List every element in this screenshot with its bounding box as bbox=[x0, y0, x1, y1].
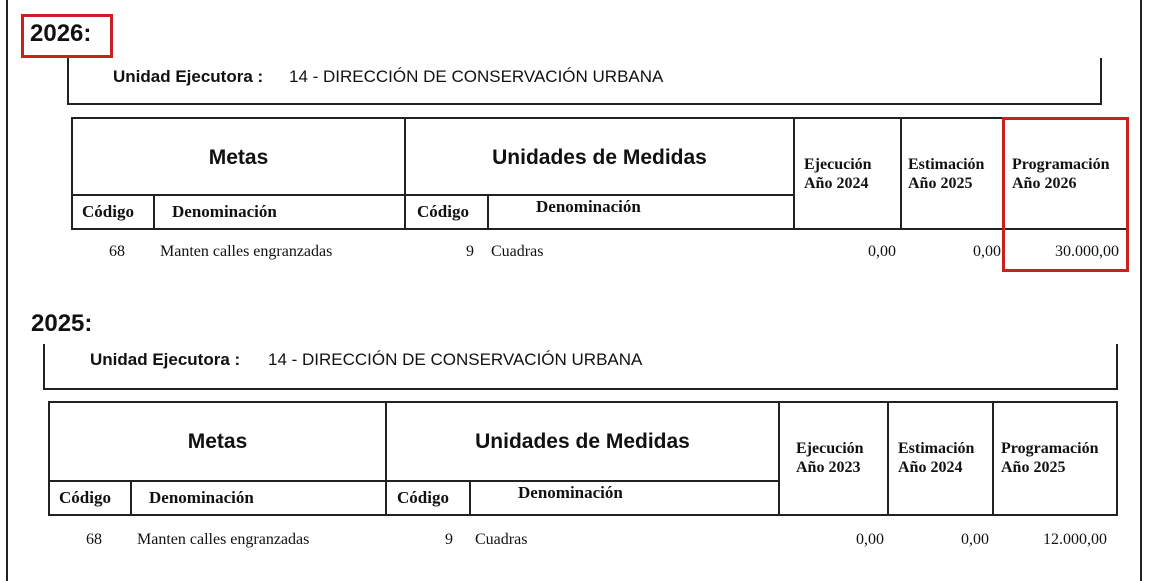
year-label: 2026: bbox=[30, 20, 92, 47]
unidad-denominacion-header: Denominación bbox=[518, 483, 623, 502]
row-meta-denominacion: Manten calles engranzadas bbox=[137, 531, 310, 548]
row-unidad-denominacion: Cuadras bbox=[475, 531, 528, 548]
row-ejecucion: 0,00 bbox=[868, 243, 896, 260]
row-unidad-codigo: 9 bbox=[445, 531, 453, 548]
unidades-header: Unidades de Medidas bbox=[492, 146, 707, 169]
unidad-denominacion-header: Denominación bbox=[536, 197, 641, 216]
unidad-ejecutora-value: 14 - DIRECCIÓN DE CONSERVACIÓN URBANA bbox=[268, 350, 643, 369]
metas-header: Metas bbox=[187, 430, 248, 453]
estimacion-header: Estimación Año 2025 bbox=[908, 156, 985, 192]
metas-header: Metas bbox=[208, 146, 269, 169]
unidad-codigo-header: Código bbox=[397, 488, 449, 507]
meta-denominacion-header: Denominación bbox=[172, 202, 277, 221]
row-estimacion: 0,00 bbox=[973, 243, 1001, 260]
meta-codigo-header: Código bbox=[82, 202, 134, 221]
unidad-ejecutora-value: 14 - DIRECCIÓN DE CONSERVACIÓN URBANA bbox=[289, 67, 664, 86]
row-meta-codigo: 68 bbox=[86, 531, 102, 548]
year-label: 2025: bbox=[31, 310, 93, 337]
meta-denominacion-header: Denominación bbox=[149, 488, 254, 507]
row-ejecucion: 0,00 bbox=[856, 531, 884, 548]
estimacion-header: Estimación Año 2024 bbox=[898, 440, 975, 476]
row-unidad-denominacion: Cuadras bbox=[491, 243, 544, 260]
unidad-ejecutora-label: Unidad Ejecutora : bbox=[113, 67, 264, 86]
page-border-left bbox=[6, 0, 8, 581]
row-estimacion: 0,00 bbox=[961, 531, 989, 548]
row-programacion: 30.000,00 bbox=[1055, 243, 1119, 260]
ejecucion-header: Ejecución Año 2023 bbox=[796, 440, 864, 476]
unidad-ejecutora-label: Unidad Ejecutora : bbox=[90, 350, 241, 369]
row-unidad-codigo: 9 bbox=[466, 243, 474, 260]
meta-codigo-header: Código bbox=[59, 488, 111, 507]
unidad-codigo-header: Código bbox=[417, 202, 469, 221]
ejecucion-header: Ejecución Año 2024 bbox=[804, 156, 872, 192]
row-meta-codigo: 68 bbox=[109, 243, 125, 260]
page-border-right bbox=[1140, 0, 1142, 581]
programacion-header: Programación Año 2026 bbox=[1012, 156, 1110, 192]
row-meta-denominacion: Manten calles engranzadas bbox=[160, 243, 333, 260]
row-programacion: 12.000,00 bbox=[1043, 531, 1107, 548]
programacion-header: Programación Año 2025 bbox=[1001, 440, 1099, 476]
unidades-header: Unidades de Medidas bbox=[475, 430, 690, 453]
